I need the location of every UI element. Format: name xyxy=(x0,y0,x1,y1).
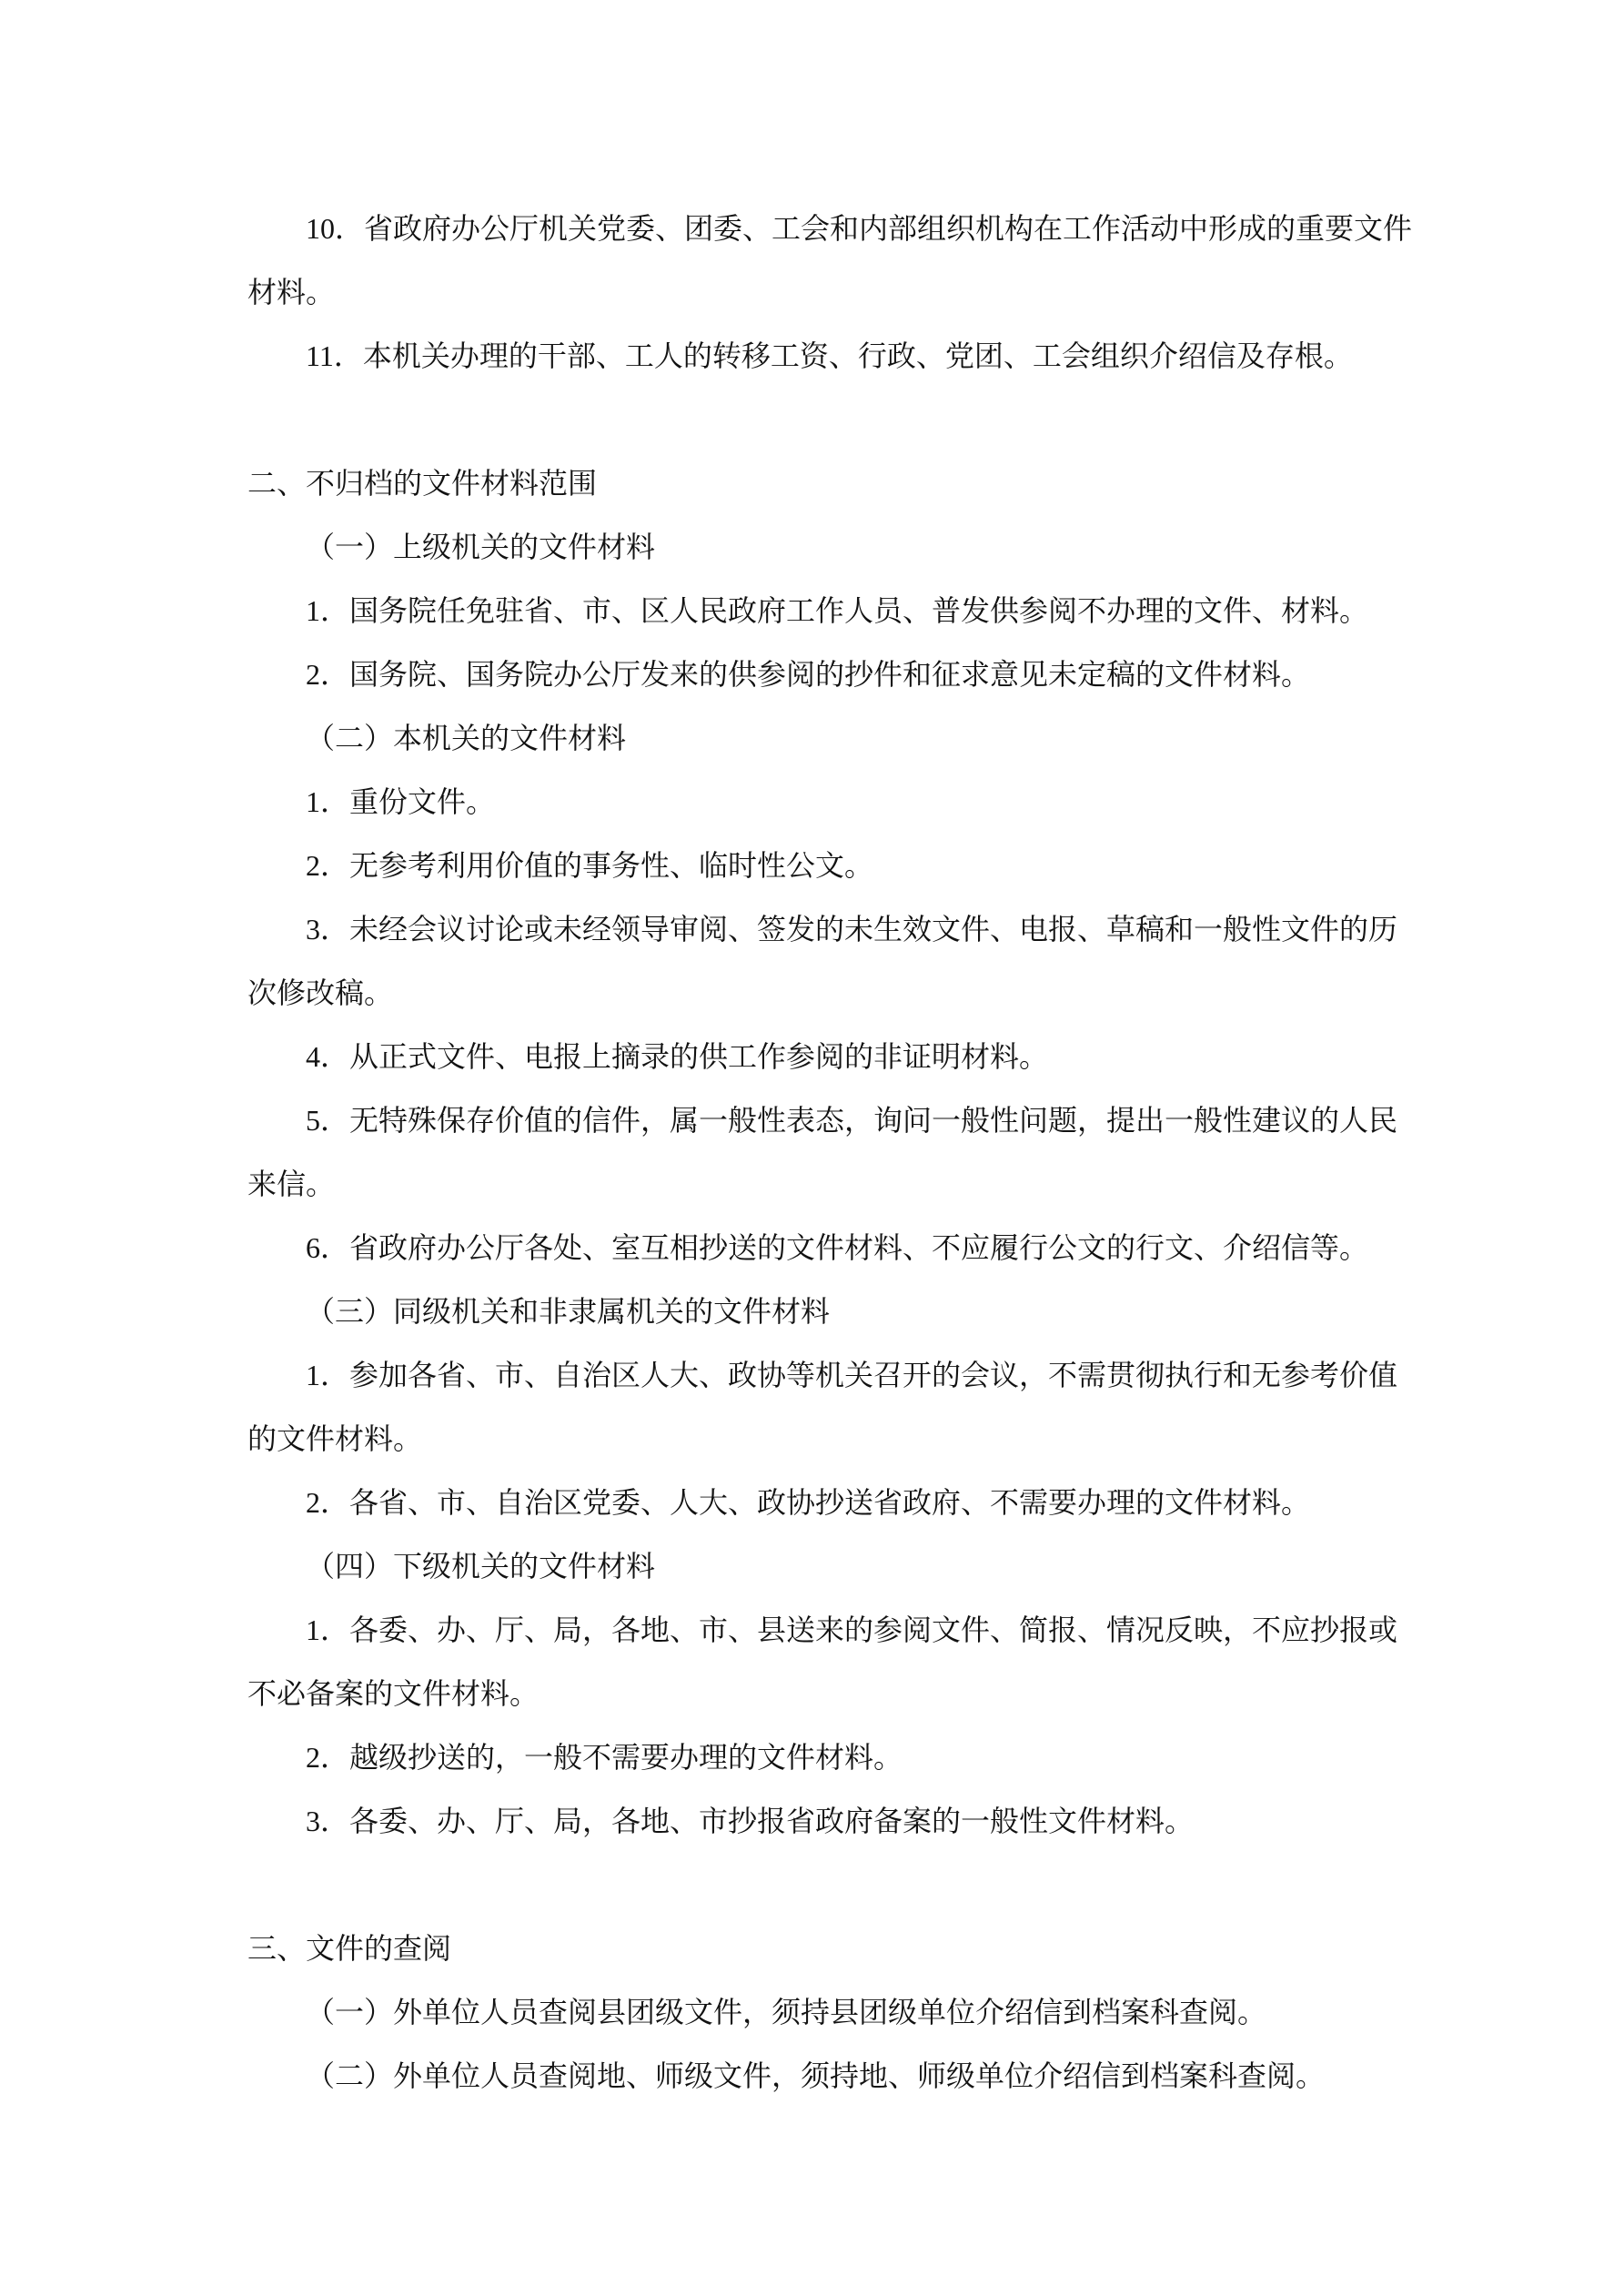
text-line-2-4-item-3: 3．各委、办、厅、局，各地、市抄报省政府备案的一般性文件材料。 xyxy=(306,1805,1195,1837)
text-line-2-2-item-6: 6．省政府办公厅各处、室互相抄送的文件材料、不应履行公文的行文、介绍信等。 xyxy=(306,1231,1369,1264)
text-line-2-3-item-1-part2: 的文件材料。 xyxy=(247,1422,423,1455)
section-heading-2: 二、不归档的文件材料范围 xyxy=(247,467,598,500)
subsection-heading-2-1: （一）上级机关的文件材料 xyxy=(306,531,656,563)
text-line-2-3-item-2: 2．各省、市、自治区党委、人大、政协抄送省政府、不需要办理的文件材料。 xyxy=(306,1486,1311,1519)
text-line-2-2-item-4: 4．从正式文件、电报上摘录的供工作参阅的非证明材料。 xyxy=(306,1040,1049,1073)
subsection-heading-2-2: （二）本机关的文件材料 xyxy=(306,722,627,754)
subsection-heading-2-3: （三）同级机关和非隶属机关的文件材料 xyxy=(306,1295,831,1328)
text-line-2-4-item-1-part1: 1．各委、办、厅、局，各地、市、县送来的参阅文件、简报、情况反映，不应抄报或 xyxy=(306,1613,1398,1646)
text-line-2-1-item-1: 1．国务院任免驻省、市、区人民政府工作人员、普发供参阅不办理的文件、材料。 xyxy=(306,594,1369,627)
text-line-2-1-item-2: 2．国务院、国务院办公厅发来的供参阅的抄件和征求意见未定稿的文件材料。 xyxy=(306,658,1311,691)
blank-line xyxy=(247,388,1421,451)
text-line-2-4-item-1-part2: 不必备案的文件材料。 xyxy=(247,1677,540,1710)
text-line-2-2-item-3-part1: 3．未经会议讨论或未经领导审阅、签发的未生效文件、电报、草稿和一般性文件的历 xyxy=(306,913,1398,946)
text-line-3-item-2: （二）外单位人员查阅地、师级文件，须持地、师级单位介绍信到档案科查阅。 xyxy=(306,2059,1326,2092)
text-line-item-10-part2: 材料。 xyxy=(247,276,336,308)
document-body xyxy=(247,197,1421,2108)
subsection-heading-2-4: （四）下级机关的文件材料 xyxy=(306,1550,656,1583)
text-line-3-item-1: （一）外单位人员查阅县团级文件，须持县团级单位介绍信到档案科查阅。 xyxy=(306,1996,1267,2028)
text-line-2-2-item-5-part2: 来信。 xyxy=(247,1168,336,1200)
text-line-2-3-item-1-part1: 1．参加各省、市、自治区人大、政协等机关召开的会议，不需贯彻执行和无参考价值 xyxy=(306,1359,1398,1391)
text-line-item-11: 11．本机关办理的干部、工人的转移工资、行政、党团、工会组织介绍信及存根。 xyxy=(306,339,1353,372)
text-line-2-2-item-3-part2: 次修改稿。 xyxy=(247,976,394,1009)
text-line-2-2-item-2: 2．无参考利用价值的事务性、临时性公文。 xyxy=(306,849,874,882)
text-line-item-10-part1: 10．省政府办公厅机关党委、团委、工会和内部组织机构在工作活动中形成的重要文件 xyxy=(306,212,1413,245)
text-line-2-4-item-2: 2．越级抄送的，一般不需要办理的文件材料。 xyxy=(306,1741,903,1774)
text-line-2-2-item-5-part1: 5．无特殊保存价值的信件，属一般性表态，询问一般性问题，提出一般性建议的人民 xyxy=(306,1104,1398,1137)
section-heading-3: 三、文件的查阅 xyxy=(247,1932,452,1965)
blank-line xyxy=(247,1853,1421,1917)
text-line-2-2-item-1: 1．重份文件。 xyxy=(306,785,496,818)
